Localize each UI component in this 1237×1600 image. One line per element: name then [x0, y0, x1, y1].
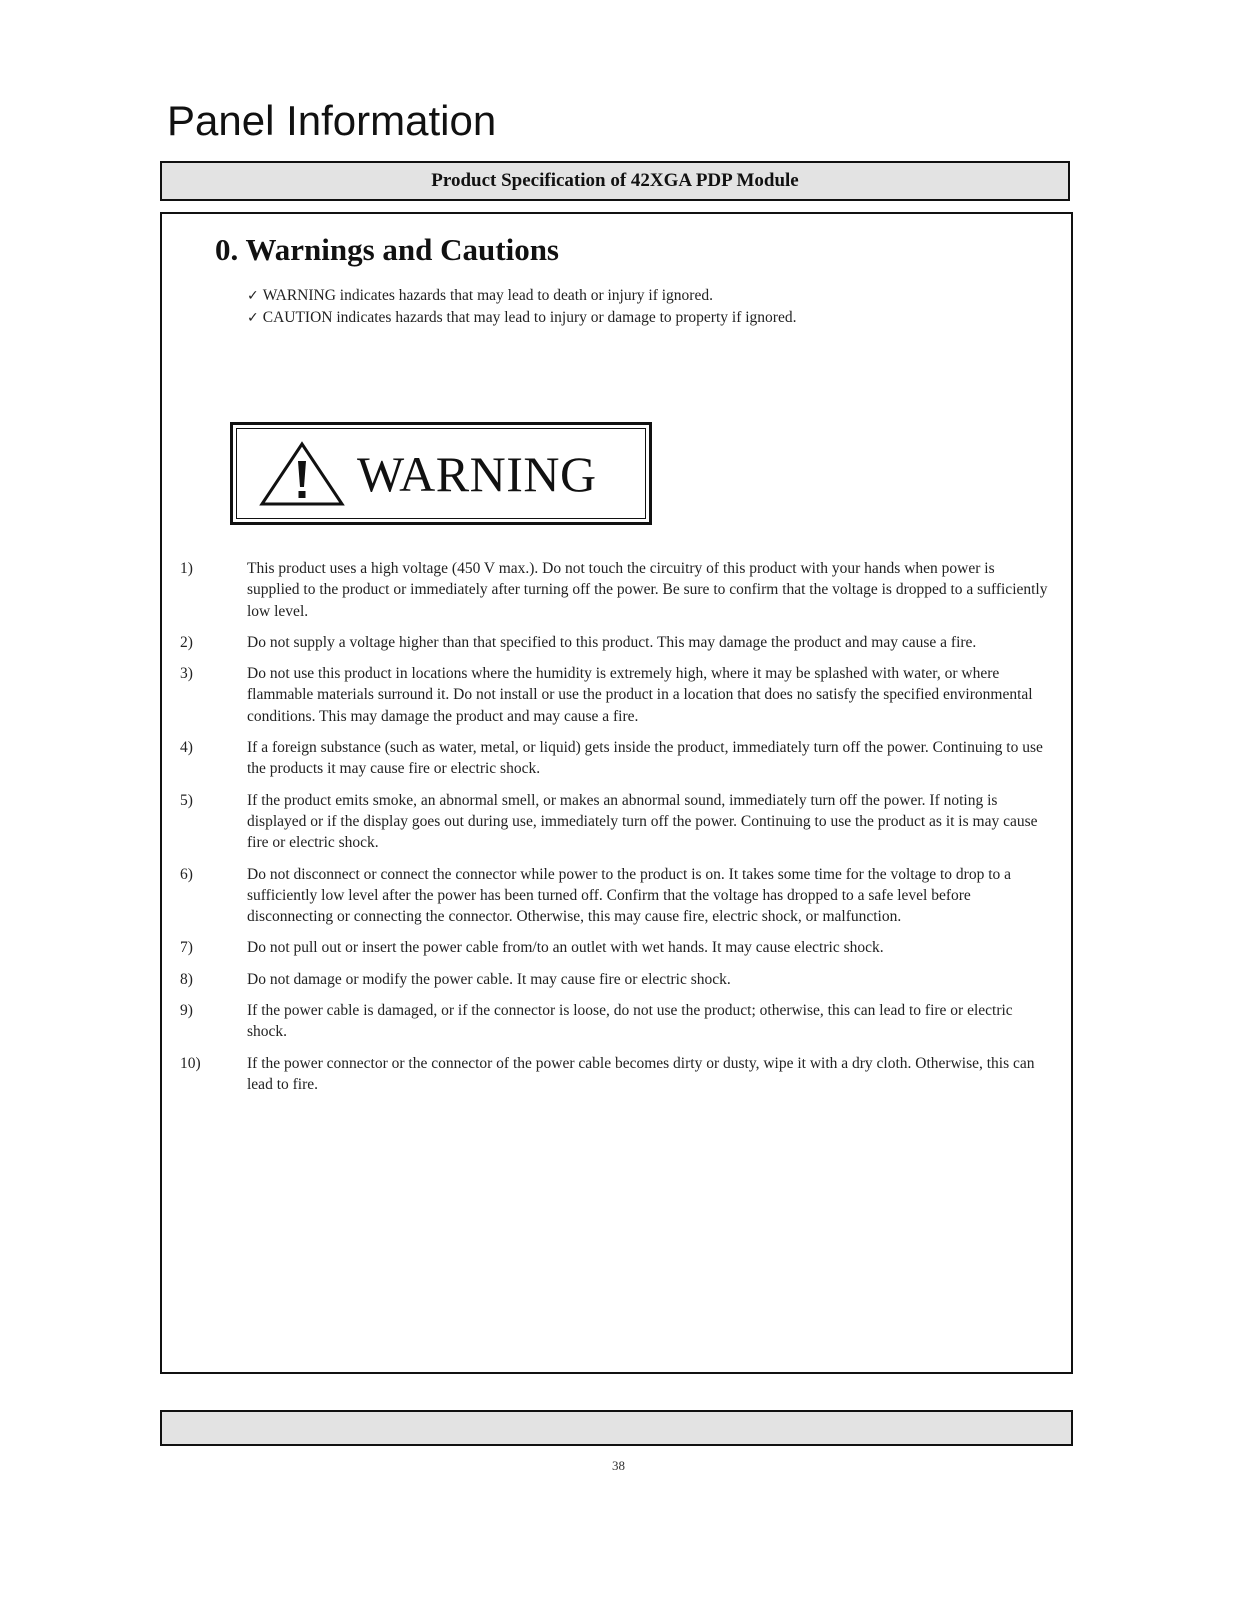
warnings-list: [180, 558, 1050, 1105]
spec-header-title: Product Specification of 42XGA PDP Module: [431, 170, 799, 191]
item-number: 7): [180, 939, 193, 957]
warning-banner-inner: [236, 428, 646, 519]
item-text: If the power cable is damaged, or if the connector is loose, do not use the product; otherwise, this can lead to fire or electric shock.: [247, 1002, 1013, 1041]
spec-header-bar: [160, 161, 1070, 201]
page-title: Panel Information: [167, 97, 497, 144]
item-number: 9): [180, 1002, 193, 1020]
list-item: [180, 1000, 1050, 1043]
item-text: If the product emits smoke, an abnormal smell, or makes an abnormal sound, immediately turn off the power. If noting is displayed or if the display goes out during use, immediately turn off the power. Continuing to use the product as it is may cause fire or electric shock.: [247, 791, 1038, 852]
item-text: Do not pull out or insert the power cable from/to an outlet with wet hands. It may cause electric shock.: [247, 939, 884, 957]
item-text: If the power connector or the connector of the power cable becomes dirty or dusty, wipe it with a dry cloth. Otherwise, this can lead to fire.: [247, 1054, 1035, 1093]
list-item: [180, 558, 1050, 622]
list-item: [180, 663, 1050, 727]
item-number: 6): [180, 865, 193, 883]
list-item: [180, 937, 1050, 958]
note-text: WARNING indicates hazards that may lead to death or injury if ignored.: [262, 287, 713, 304]
item-text: Do not use this product in locations where the humidity is extremely high, where it may be splashed with water, or where flammable materials surround it. Do not install or use the product in a location that does no satisfy the specified environmental conditions. This may damage the product and may cause a fire.: [247, 665, 1033, 725]
item-number: 1): [180, 560, 193, 577]
warning-label: WARNING: [357, 445, 597, 502]
list-item: [180, 864, 1050, 928]
item-text: Do not supply a voltage higher than that specified to this product. This may damage the product and may cause a fire.: [247, 633, 977, 651]
warning-triangle-icon: [259, 441, 345, 507]
item-number: 5): [180, 791, 193, 809]
item-number: 2): [180, 633, 193, 651]
section-heading: 0. Warnings and Cautions: [215, 232, 559, 267]
list-item: [180, 969, 1050, 990]
warning-banner: [230, 422, 652, 525]
item-number: 8): [180, 970, 193, 988]
list-item: [180, 790, 1050, 854]
item-number: 10): [180, 1054, 201, 1072]
note-text: CAUTION indicates hazards that may lead to injury or damage to property if ignored.: [262, 309, 797, 326]
list-item: [180, 737, 1050, 780]
item-text: This product uses a high voltage (450 V max.). Do not touch the circuitry of this product with your hands when power is supplied to the product or immediately after turning off the power. Be sure to confirm that the voltage is dropped to a sufficiently low level.: [247, 560, 1048, 620]
item-number: 3): [180, 665, 193, 683]
item-text: Do not damage or modify the power cable. It may cause fire or electric shock.: [247, 970, 731, 988]
item-number: 4): [180, 739, 193, 757]
item-text: Do not disconnect or connect the connector while power to the product is on. It takes some time for the voltage to drop to a sufficiently low level after the power has been turned off. Confirm that the voltage has dropped to a safe level before disconnecting or connecting the connector. Otherwise, this may cause fire, electric shock, or malfunction.: [247, 865, 1012, 926]
item-text: If a foreign substance (such as water, metal, or liquid) gets inside the product, immediately turn off the power. Continuing to use the products it may cause fire or electric shock.: [247, 739, 1043, 778]
notes-list: [247, 285, 796, 329]
list-item: [180, 632, 1050, 653]
check-mark-icon: ✓: [247, 310, 259, 326]
check-mark-icon: ✓: [247, 288, 259, 304]
page-number: 38: [612, 1458, 625, 1473]
note-warning: [247, 285, 796, 307]
note-caution: [247, 307, 796, 329]
footer-bar: [160, 1410, 1073, 1446]
list-item: [180, 1053, 1050, 1096]
